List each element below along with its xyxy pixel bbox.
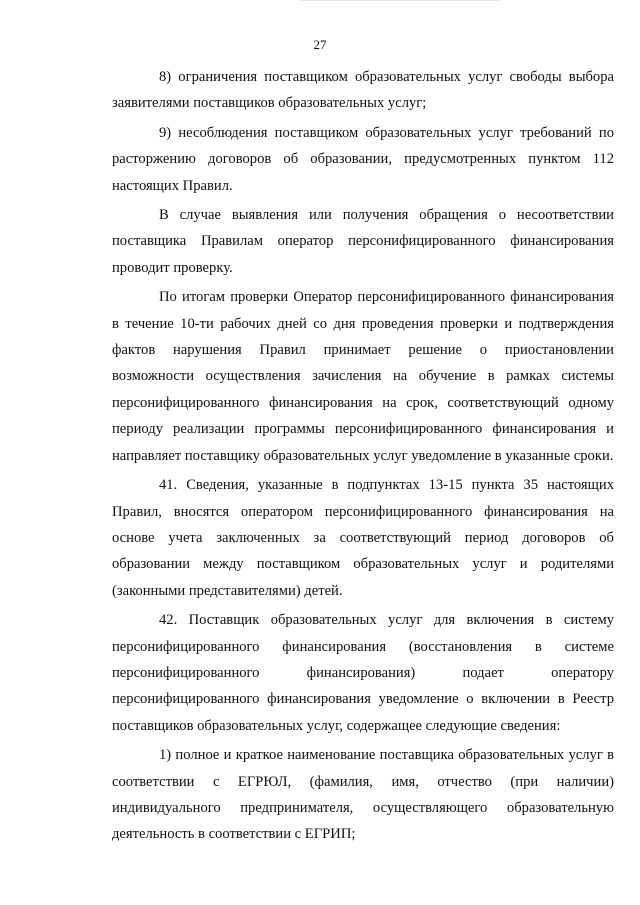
paragraph-item-8: 8) ограничения поставщиком образовательных услуг свободы выбора заявителями поставщиков образовательных услуг; [112, 69, 614, 112]
paragraph-clause-42: 42. Поставщик образовательных услуг для включения в систему персонифицированного финансирования (восстановления в системе персонифицированного финансирования) подает оператору персонифицированного финансирования уведомление о включении в Реестр поставщиков образовательных услуг, содержащее следующие сведения: [112, 612, 614, 734]
paragraph-item-1: 1) полное и краткое наименование поставщика образовательных услуг в соответствии с ЕГРЮЛ, (фамилия, имя, отчество (при наличии) индивидуального предпринимателя, осуществляющего образовательную деятельность в соответствии с ЕГРИП; [112, 747, 614, 843]
paragraph-inspection: В случае выявления или получения обращения о несоответствии поставщика Правилам оператор персонифицированного финансирования проводит проверку. [112, 207, 614, 276]
paragraph-item-9: 9) несоблюдения поставщиком образовательных услуг требований по расторжению договоров об образовании, предусмотренных пунктом 112 настоящих Правил. [112, 124, 614, 194]
paragraph-clause-41: 41. Сведения, указанные в подпунктах 13-15 пункта 35 настоящих Правил, вносятся оператором персонифицированного финансирования на основе учета заключенных за соответствующий период договоров об образовании между поставщиком образовательных услуг и родителями (законными представителями) детей. [112, 477, 614, 599]
document-body [112, 64, 614, 848]
page-number: 27 [313, 37, 327, 52]
scan-edge-line [300, 0, 500, 1]
paragraph-inspection-results: По итогам проверки Оператор персонифицированного финансирования в течение 10-ти рабочих дней со дня проведения проверки и подтверждения фактов нарушения Правил принимает решение о приостановлении возможности осуществления зачисления на обучение в рамках системы персонифицированного финансирования на срок, соответствующий одному периоду реализации программы персонифицированного финансирования и направляет поставщику образовательных услуг уведомление в указанные сроки. [112, 289, 614, 464]
